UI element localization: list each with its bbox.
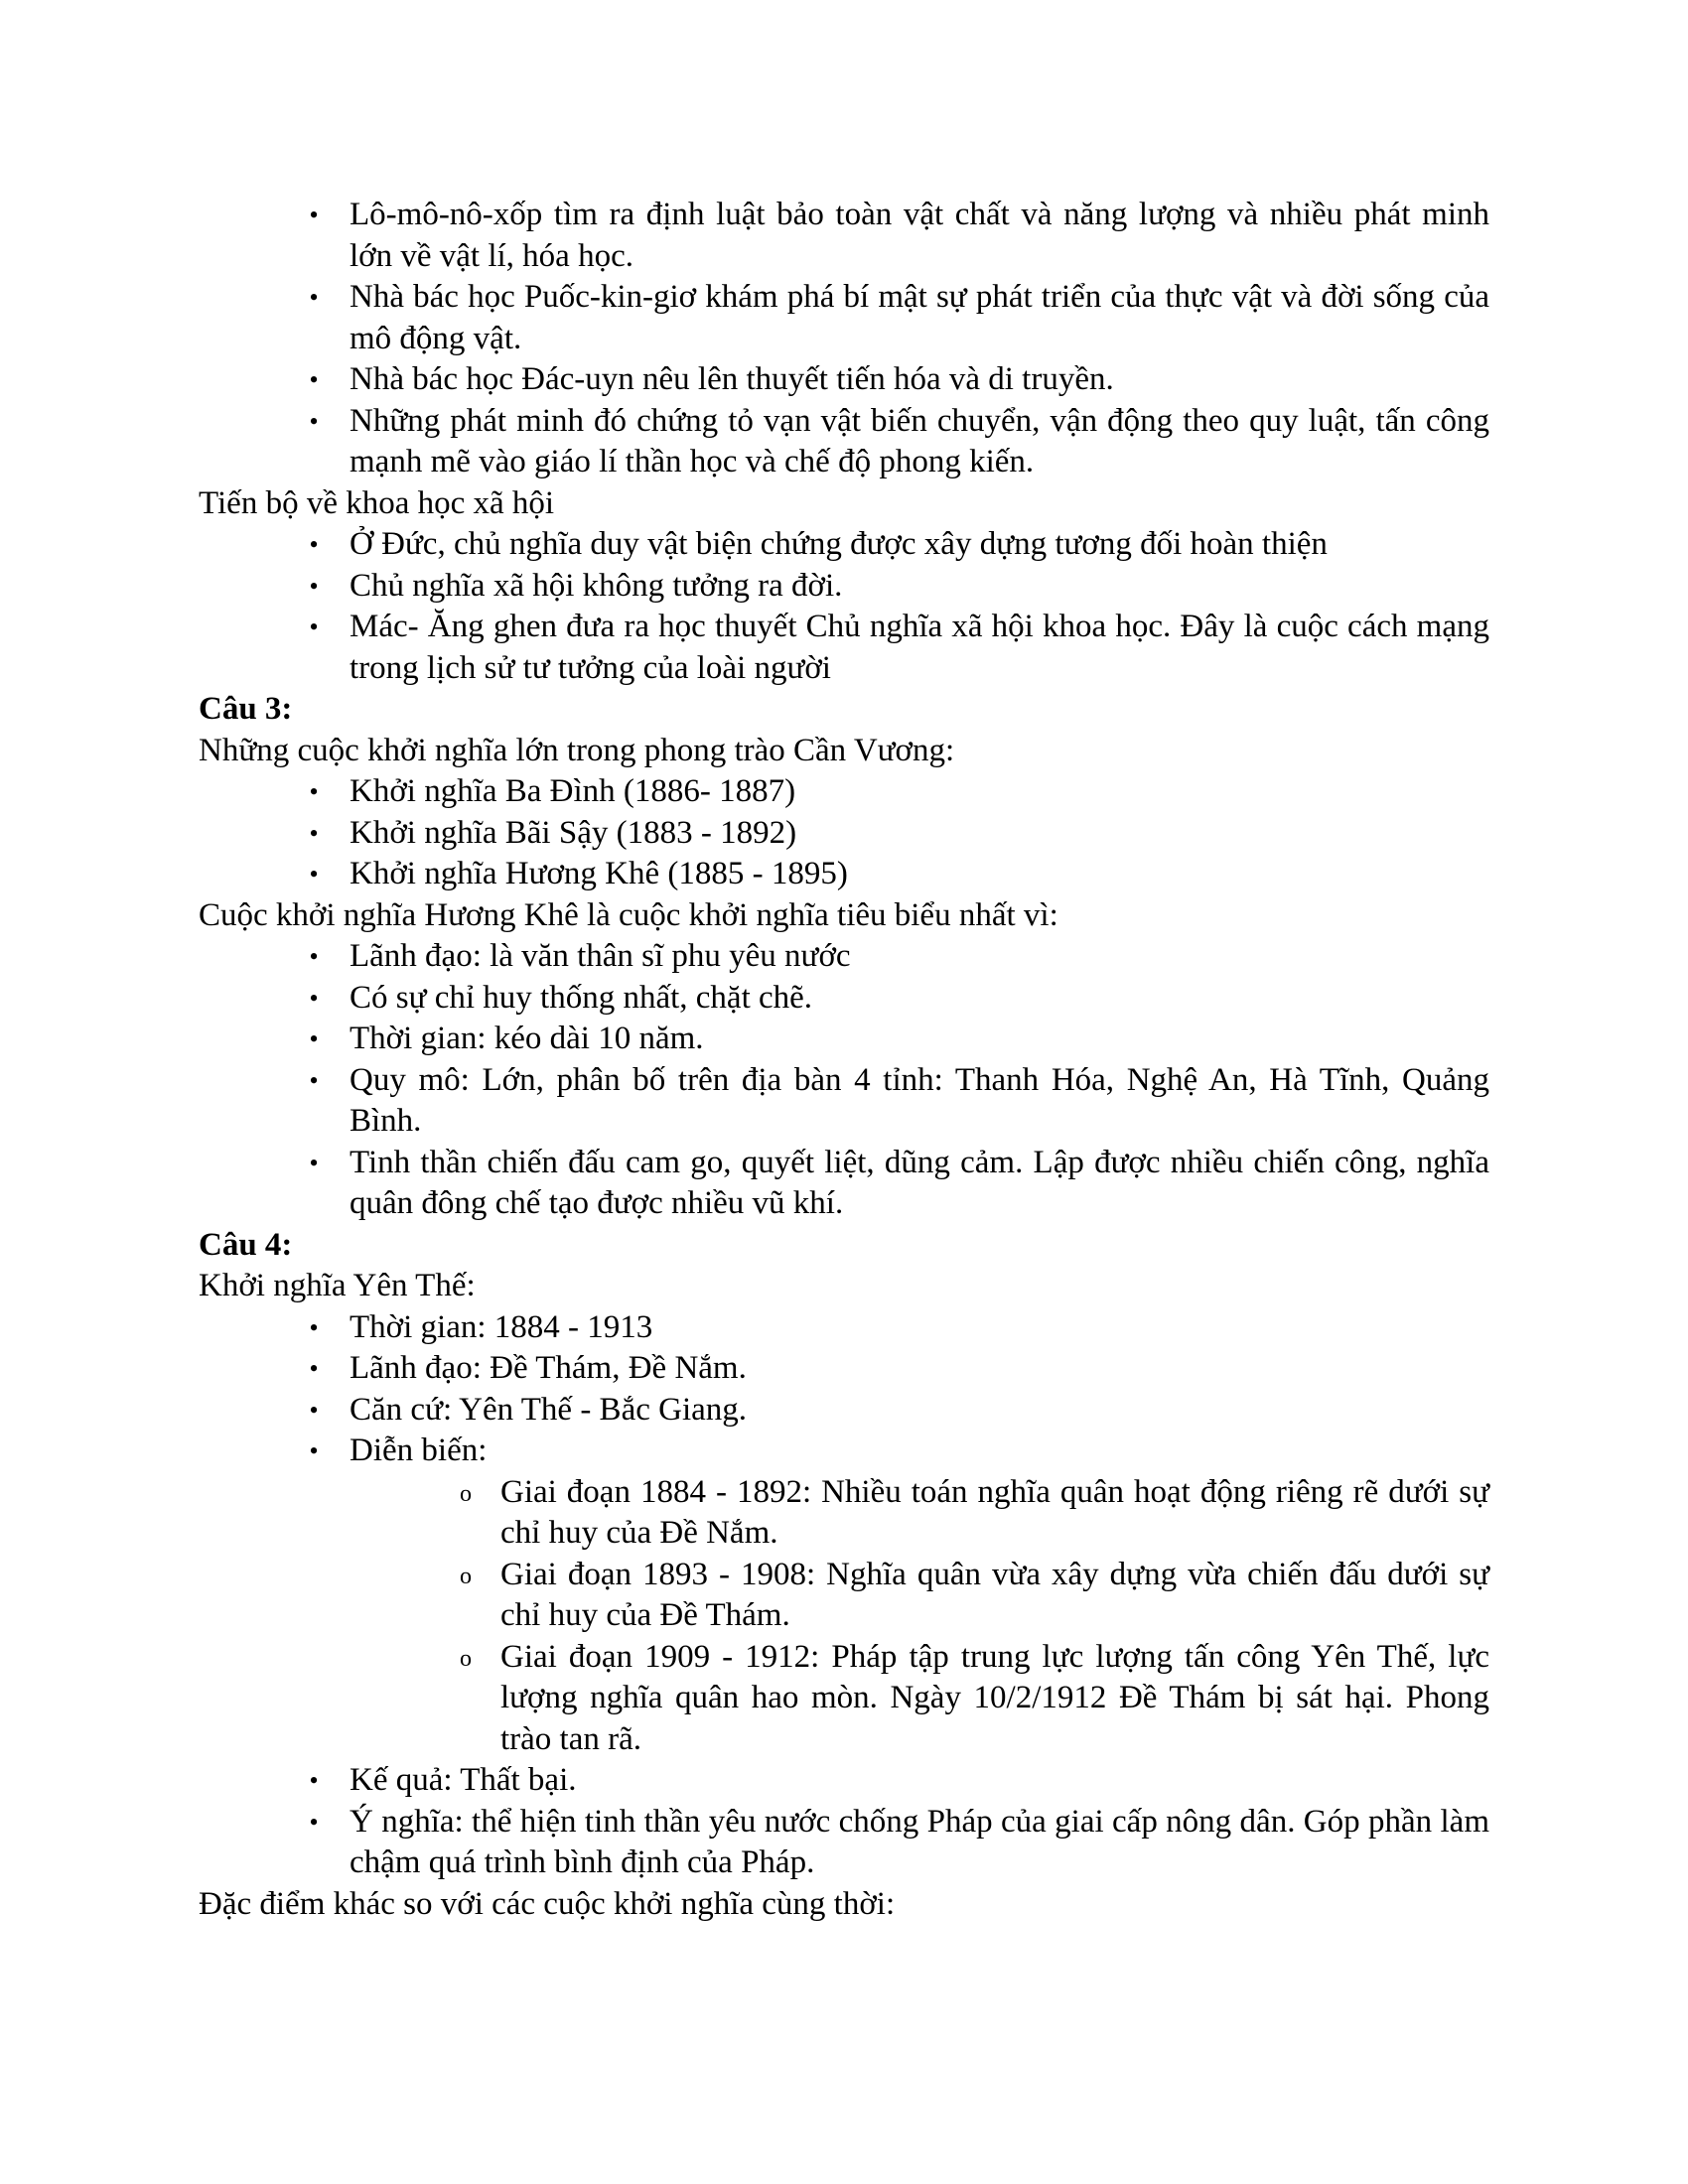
list-item: • Ý nghĩa: thể hiện tinh thần yêu nước chống Pháp của giai cấp nông dân. Góp phần làm chậm quá trình bình định của Pháp. [350, 1802, 1489, 1884]
list-item: • Thời gian: 1884 - 1913 [350, 1307, 1489, 1349]
sub-list-item: o Giai đoạn 1884 - 1892: Nhiều toán nghĩa quân hoạt động riêng rẽ dưới sự chỉ huy của Đề Nắm. [500, 1472, 1489, 1555]
list-item: • Thời gian: kéo dài 10 năm. [350, 1019, 1489, 1060]
circle-bullet-icon: o [460, 1563, 472, 1589]
document-page [199, 195, 1489, 1925]
bullet-icon: • [309, 1436, 319, 1465]
bullet-icon: • [309, 1807, 319, 1837]
circle-bullet-icon: o [460, 1645, 472, 1672]
phases-list [350, 1472, 1489, 1761]
bullet-icon: • [309, 860, 319, 888]
bullet-icon: • [309, 1766, 319, 1795]
bullet-icon: • [309, 365, 319, 394]
natural-science-list [199, 195, 1489, 483]
cau4-intro: Khởi nghĩa Yên Thế: [199, 1268, 476, 1303]
bullet-icon: • [309, 571, 319, 601]
bullet-icon: • [309, 1148, 319, 1177]
list-item: • Kế quả: Thất bại. [350, 1760, 1489, 1802]
sub-list-item: o Giai đoạn 1893 - 1908: Nghĩa quân vừa xây dựng vừa chiến đấu dưới sự chỉ huy của Đề Thám. [500, 1555, 1489, 1637]
list-item: • Nhà bác học Puốc-kin-giơ khám phá bí mật sự phát triển của thực vật và đời sống của mô động vật. [350, 277, 1489, 359]
bullet-icon: • [309, 818, 319, 848]
yen-the-list [199, 1307, 1489, 1884]
list-item: • Ở Đức, chủ nghĩa duy vật biện chứng được xây dựng tương đối hoàn thiện [350, 524, 1489, 566]
list-item: • Khởi nghĩa Ba Đình (1886- 1887) [350, 771, 1489, 813]
difference-intro: Đặc điểm khác so với các cuộc khởi nghĩa cùng thời: [199, 1885, 896, 1922]
social-science-heading: Tiến bộ về khoa học xã hội [199, 484, 555, 521]
cau3-intro: Những cuộc khởi nghĩa lớn trong phong trào Cần Vương: [199, 732, 955, 768]
bullet-icon: • [309, 283, 319, 312]
bullet-icon: • [309, 1024, 319, 1053]
bullet-icon: • [309, 530, 319, 559]
uprisings-list [199, 771, 1489, 895]
reasons-list [199, 936, 1489, 1225]
list-item: • Lô-mô-nô-xốp tìm ra định luật bảo toàn vật chất và năng lượng và nhiều phát minh lớn về vật lí, hóa học. [350, 195, 1489, 277]
bullet-icon: • [309, 942, 319, 971]
list-item: • Tinh thần chiến đấu cam go, quyết liệt, dũng cảm. Lập được nhiều chiến công, nghĩa quân đông chế tạo được nhiều vũ khí. [350, 1143, 1489, 1225]
list-item: • Những phát minh đó chứng tỏ vạn vật biến chuyển, vận động theo quy luật, tấn công mạnh mẽ vào giáo lí thần học và chế độ phong kiến. [350, 401, 1489, 483]
list-item: • Quy mô: Lớn, phân bố trên địa bàn 4 tỉnh: Thanh Hóa, Nghệ An, Hà Tĩnh, Quảng Bình. [350, 1060, 1489, 1143]
list-item: • Lãnh đạo: là văn thân sĩ phu yêu nước [350, 936, 1489, 978]
bullet-icon: • [309, 1395, 319, 1425]
list-item: • Khởi nghĩa Bãi Sậy (1883 - 1892) [350, 813, 1489, 855]
list-item: • Căn cứ: Yên Thế - Bắc Giang. [350, 1390, 1489, 1432]
cau3-reason-intro: Cuộc khởi nghĩa Hương Khê là cuộc khởi nghĩa tiêu biểu nhất vì: [199, 896, 1058, 933]
list-item: • Diễn biến: o Giai đoạn 1884 - 1892: Nhiều toán nghĩa quân hoạt động riêng rẽ dưới sự chỉ huy của Đề Nắm. o Giai đoạn 1893 - 1908: Nghĩa quân vừa xây dựng vừa chiến đấu dưới sự chỉ huy của Đề Thám. o Giai đoạn 1909 - 1912: Pháp tập trung lực lượng tấn công Yên Thế, lực lượng nghĩa quân hao mòn. Ngày 10/2/1912 Đề Thám bị sát hại. Phong trào tan rã. [350, 1431, 1489, 1760]
list-item: • Nhà bác học Đác-uyn nêu lên thuyết tiến hóa và di truyền. [350, 359, 1489, 401]
bullet-icon: • [309, 777, 319, 806]
cau4-heading: Câu 4: [199, 1226, 293, 1263]
bullet-icon: • [309, 1065, 319, 1095]
sub-list-item: o Giai đoạn 1909 - 1912: Pháp tập trung lực lượng tấn công Yên Thế, lực lượng nghĩa quân hao mòn. Ngày 10/2/1912 Đề Thám bị sát hại. Phong trào tan rã. [500, 1637, 1489, 1761]
bullet-icon: • [309, 1354, 319, 1383]
bullet-icon: • [309, 1312, 319, 1342]
bullet-icon: • [309, 613, 319, 641]
list-item: • Khởi nghĩa Hương Khê (1885 - 1895) [350, 854, 1489, 895]
bullet-icon: • [309, 983, 319, 1013]
list-item: • Lãnh đạo: Đề Thám, Đề Nắm. [350, 1348, 1489, 1390]
circle-bullet-icon: o [460, 1480, 472, 1507]
list-item: • Mác- Ăng ghen đưa ra học thuyết Chủ nghĩa xã hội khoa học. Đây là cuộc cách mạng trong lịch sử tư tưởng của loài người [350, 607, 1489, 689]
cau3-heading: Câu 3: [199, 691, 293, 727]
bullet-icon: • [309, 201, 319, 229]
list-item: • Có sự chỉ huy thống nhất, chặt chẽ. [350, 978, 1489, 1020]
bullet-icon: • [309, 406, 319, 436]
list-item: • Chủ nghĩa xã hội không tưởng ra đời. [350, 566, 1489, 608]
social-science-list [199, 524, 1489, 689]
